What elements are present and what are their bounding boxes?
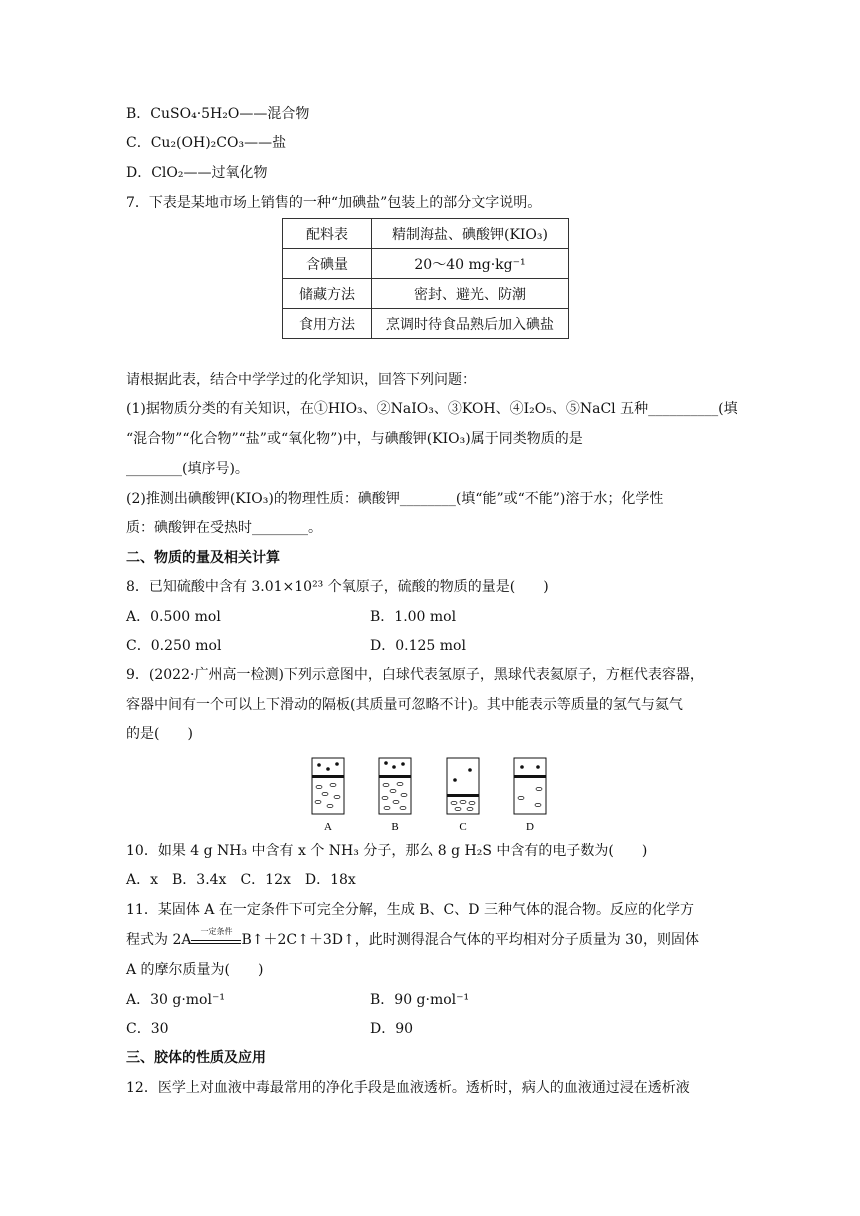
table-cell-value: 烹调时待食品熟后加入碘盐 (372, 309, 569, 339)
q12-line1: 12．医学上对血液中毒最常用的净化手段是血液透析。透析时，病人的血液通过浸在透析液 (126, 1080, 690, 1096)
table-cell-value: 20～40 mg·kg⁻¹ (372, 249, 569, 279)
q11-option-b: B．90 g·mol⁻¹ (370, 992, 470, 1008)
table-row (283, 219, 569, 249)
q7-part1-line2: “混合物”“化合物”“盐”或“氧化物”)中，与碘酸钾(KIO₃)属于同类物质的是 (126, 431, 583, 447)
table-cell-key: 储藏方法 (283, 279, 372, 309)
reaction-condition: 一定条件 (200, 927, 233, 936)
q8-stem: 8．已知硫酸中含有 3.01×10²³ 个氧原子，硫酸的物质的量是( ) (126, 579, 549, 595)
container-d (514, 758, 546, 833)
diagram-label-c: C (459, 821, 467, 833)
table-cell-value: 精制海盐、碘酸钾(KIO₃) (372, 219, 569, 249)
q11-option-d: D．90 (370, 1021, 414, 1037)
q11-equation-right: B↑＋2C↑＋3D↑，此时测得混合气体的平均相对分子质量为 30，则固体 (241, 932, 699, 948)
q11-line2 (126, 927, 699, 949)
table-cell-value: 密封、避光、防潮 (372, 279, 569, 309)
q10-stem: 10．如果 4 g NH₃ 中含有 x 个 NH₃ 分子，那么 8 g H₂S 中含有的电子数为( ) (126, 843, 648, 859)
container-c (447, 758, 479, 833)
q11-option-c: C．30 (126, 1021, 169, 1037)
q7-stem: 7．下表是某地市场上销售的一种“加碘盐”包装上的部分文字说明。 (126, 195, 542, 211)
iodized-salt-table (282, 218, 569, 339)
q6-option-d: D．ClO₂——过氧化物 (126, 165, 268, 181)
q8-option-b: B．1.00 mol (370, 609, 457, 625)
q9-line3: 的是( ) (126, 726, 193, 742)
q7-part1-line1: (1)据物质分类的有关知识，在①HIO₃、②NaIO₃、③KOH、④I₂O₅、⑤NaCl 五种__________(填 (126, 401, 738, 417)
diagram-label-b: B (391, 821, 399, 833)
table-cell-key: 含碘量 (283, 249, 372, 279)
container-diagrams (300, 755, 560, 835)
diagram-label-a: A (324, 821, 332, 833)
q10-options: A．x B．3.4x C．12x D．18x (126, 872, 356, 888)
table-cell-key: 配料表 (283, 219, 372, 249)
section-heading-3: 三、胶体的性质及应用 (126, 1050, 266, 1066)
q11-line1: 11．某固体 A 在一定条件下可完全分解，生成 B、C、D 三种气体的混合物。反应的化学方 (126, 902, 694, 918)
reaction-condition-arrow (191, 927, 241, 944)
q6-option-b: B．CuSO₄·5H₂O——混合物 (126, 106, 310, 122)
q9-line2: 容器中间有一个可以上下滑动的隔板(其质量可忽略不计)。其中能表示等质量的氢气与氦气 (126, 697, 683, 713)
q8-option-c: C．0.250 mol (126, 638, 222, 654)
q7-part2-line2: 质：碘酸钾在受热时________。 (126, 520, 322, 536)
q7-part2-line1: (2)推测出碘酸钾(KIO₃)的物理性质：碘酸钾________(填“能”或“不能”)溶于水；化学性 (126, 491, 664, 507)
table-row (283, 279, 569, 309)
q7-part1-line3: ________(填序号)。 (126, 461, 249, 477)
q11-line3: A 的摩尔质量为( ) (126, 962, 264, 978)
section-heading-2: 二、物质的量及相关计算 (126, 550, 280, 566)
q11-option-a: A．30 g·mol⁻¹ (126, 992, 225, 1008)
q8-option-a: A．0.500 mol (126, 609, 221, 625)
q7-prompt: 请根据此表，结合中学学过的化学知识，回答下列问题： (126, 372, 476, 388)
table-row (283, 309, 569, 339)
table-cell-key: 食用方法 (283, 309, 372, 339)
q6-option-c: C．Cu₂(OH)₂CO₃——盐 (126, 135, 287, 151)
q11-equation-left: 程式为 2A (126, 932, 192, 948)
container-a (312, 758, 344, 833)
q9-line1: 9．(2022·广州高一检测)下列示意图中，白球代表氢原子，黑球代表氦原子，方框代表容器， (126, 667, 704, 683)
table-row (283, 249, 569, 279)
diagram-label-d: D (526, 821, 534, 833)
q8-option-d: D．0.125 mol (370, 638, 466, 654)
container-b (379, 758, 411, 833)
